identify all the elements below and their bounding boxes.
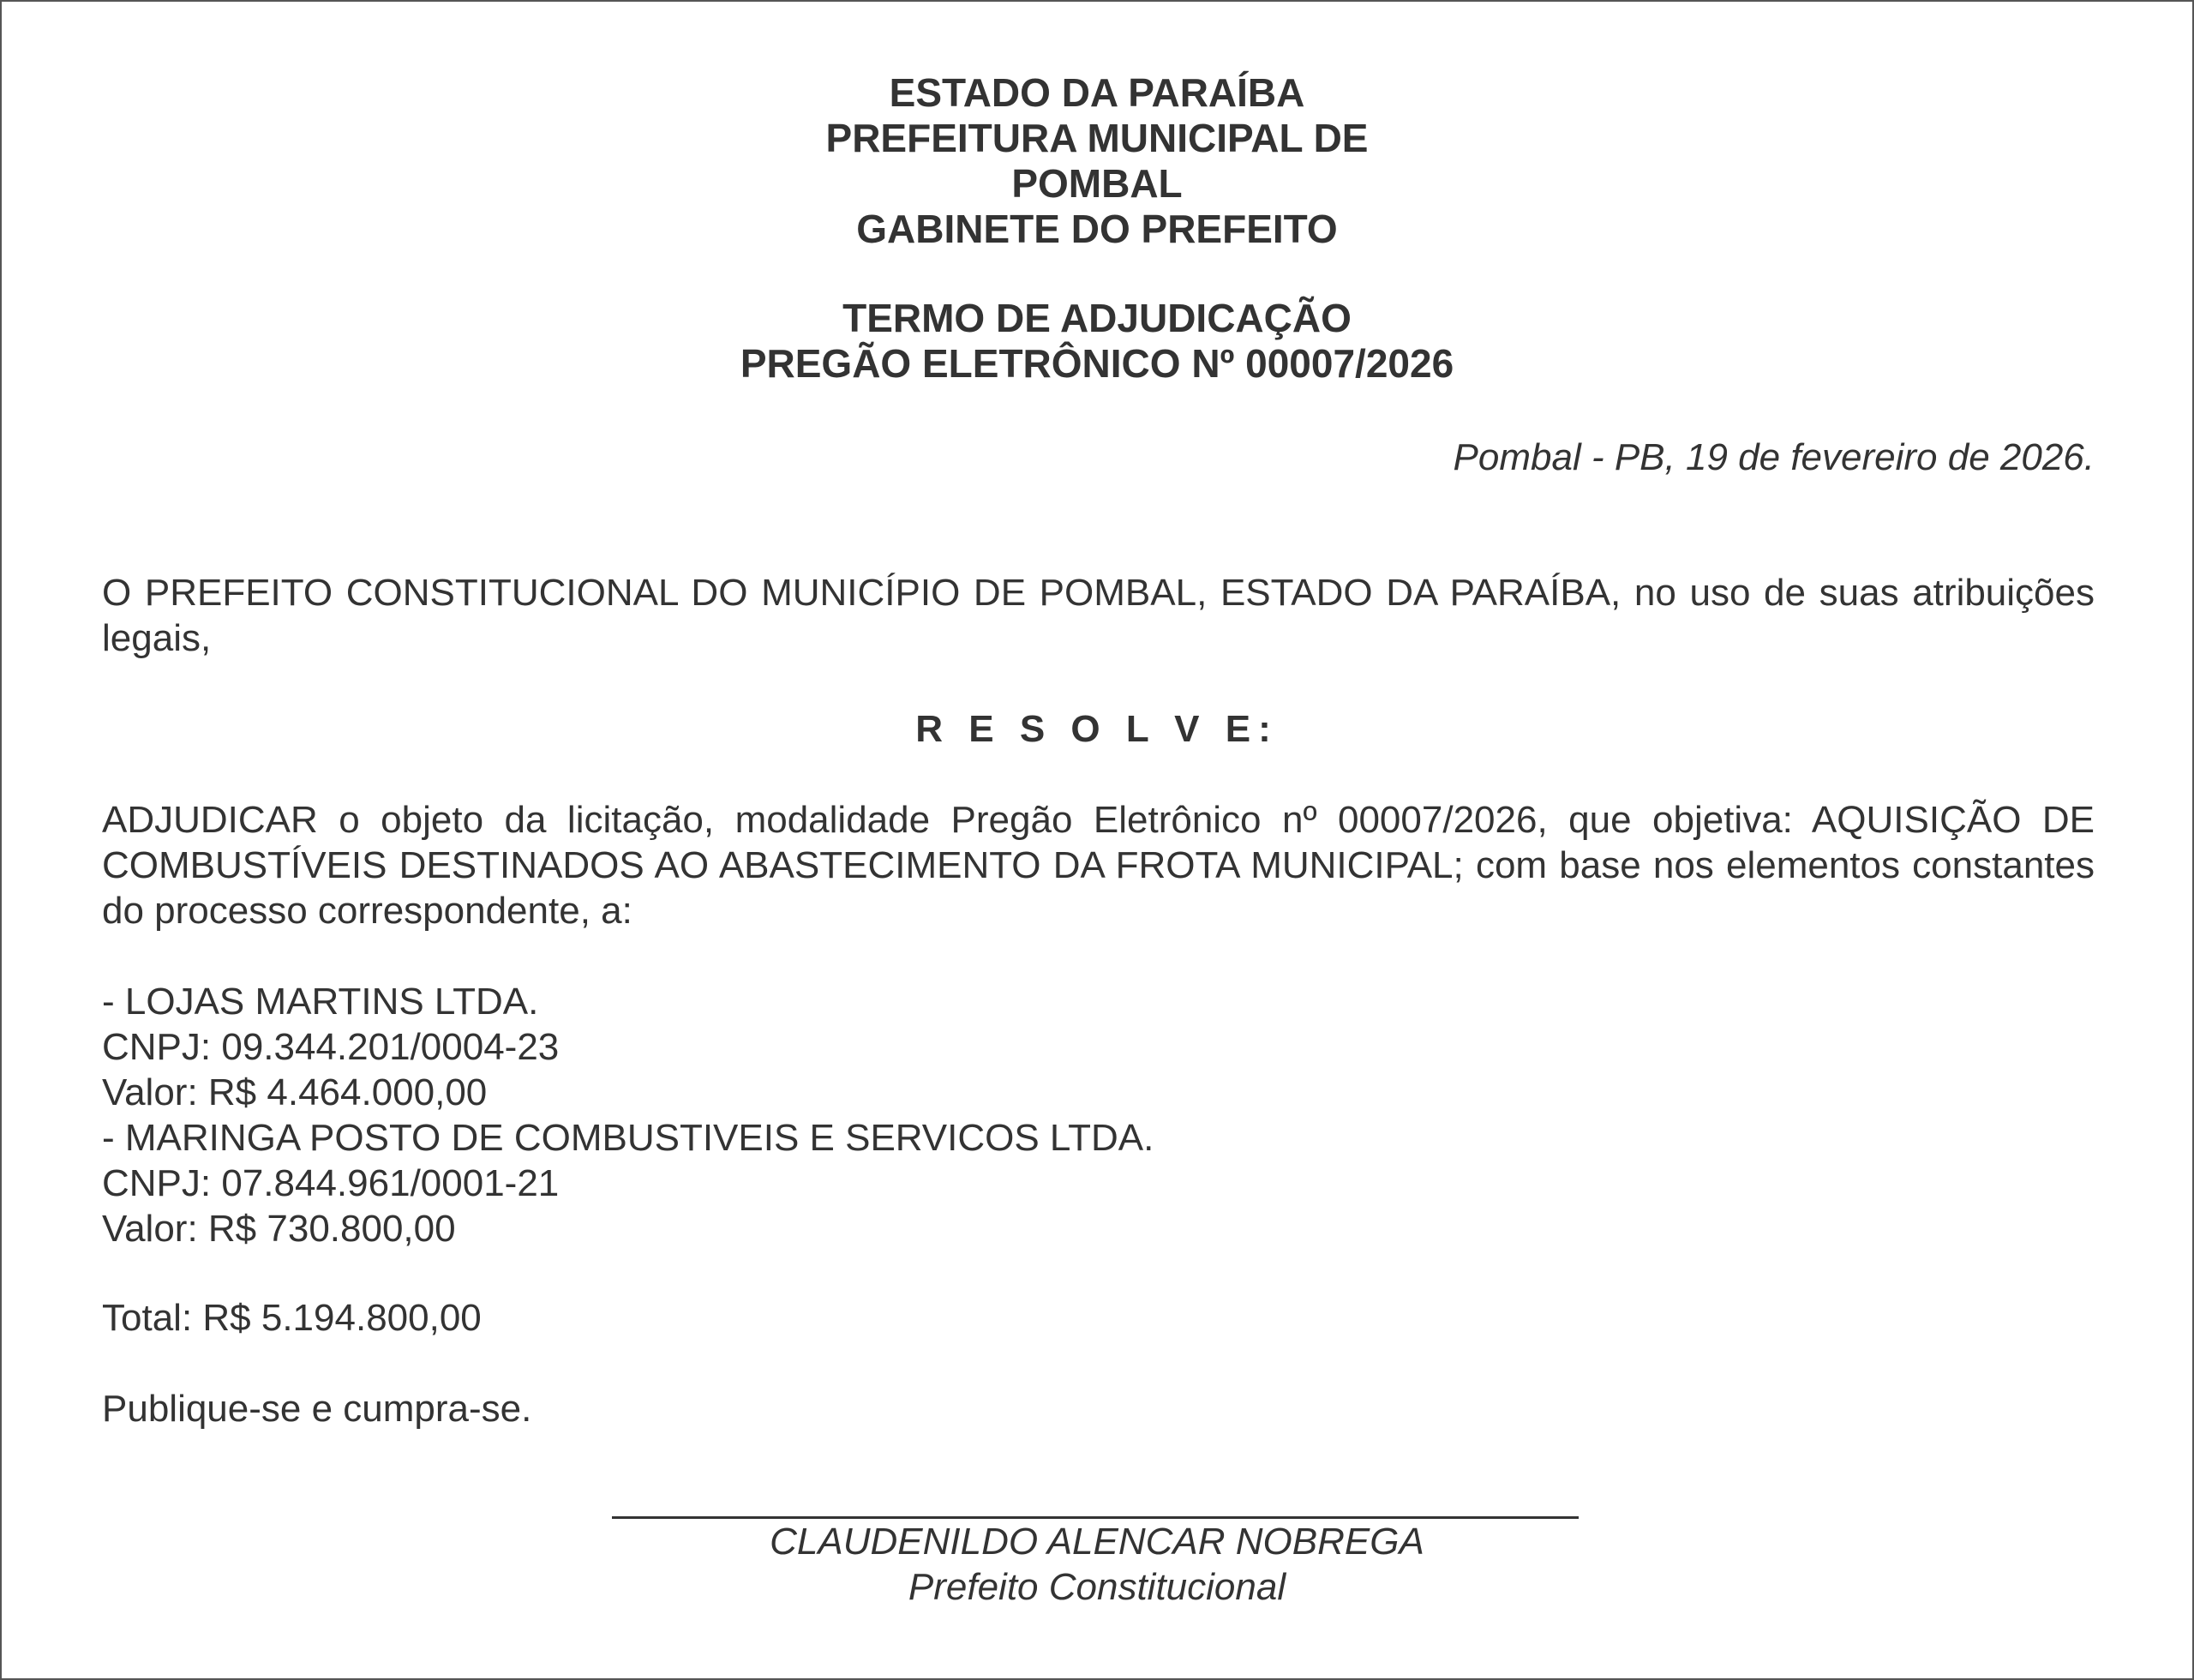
office-name: GABINETE DO PREFEITO bbox=[856, 207, 1338, 251]
intro-paragraph: O PREFEITO CONSTITUCIONAL DO MUNICÍPIO DE POMBAL, ESTADO DA PARAÍBA, no uso de suas atribuições legais, bbox=[102, 572, 2095, 659]
prefecture-line-1: PREFEITURA MUNICIPAL DE bbox=[825, 116, 1369, 160]
state-name: ESTADO DA PARAÍBA bbox=[889, 70, 1305, 115]
company-cnpj: CNPJ: 07.844.961/0001-21 bbox=[102, 1162, 560, 1204]
company-cnpj: CNPJ: 09.344.201/0004-23 bbox=[102, 1026, 560, 1068]
document-date: Pombal - PB, 19 de fevereiro de 2026. bbox=[1453, 436, 2095, 478]
total-value: Total: R$ 5.194.800,00 bbox=[102, 1297, 482, 1339]
closing-statement: Publique-se e cumpra-se. bbox=[102, 1388, 532, 1430]
company-value: Valor: R$ 4.464.000,00 bbox=[102, 1071, 488, 1113]
document-header bbox=[2, 70, 2192, 252]
adjudication-paragraph: ADJUDICAR o objeto da licitação, modalidade Pregão Eletrônico nº 00007/2026, que objetiva: AQUISIÇÃO DE COMBUSTÍVEIS DESTINADOS AO ABASTECIMENTO DA FROTA MUNICIPAL; com base nos elementos constantes do processo correspondente, a: bbox=[102, 799, 2095, 932]
title-line-2: PREGÃO ELETRÔNICO Nº 00007/2026 bbox=[740, 341, 1454, 386]
signature-block bbox=[2, 1519, 2192, 1610]
prefecture-line-2: POMBAL bbox=[1011, 161, 1183, 206]
signatory-name: CLAUDENILDO ALENCAR NOBREGA bbox=[770, 1521, 1424, 1563]
title-line-1: TERMO DE ADJUDICAÇÃO bbox=[842, 296, 1352, 340]
company-value: Valor: R$ 730.800,00 bbox=[102, 1208, 456, 1250]
company-name: - MARINGA POSTO DE COMBUSTIVEIS E SERVICOS LTDA. bbox=[102, 1117, 1154, 1159]
signatory-role: Prefeito Constitucional bbox=[908, 1566, 1286, 1608]
company-name: - LOJAS MARTINS LTDA. bbox=[102, 981, 539, 1023]
resolve-heading: R E S O L V E: bbox=[915, 708, 1279, 750]
company-list bbox=[102, 979, 1154, 1251]
document-title bbox=[2, 296, 2192, 387]
